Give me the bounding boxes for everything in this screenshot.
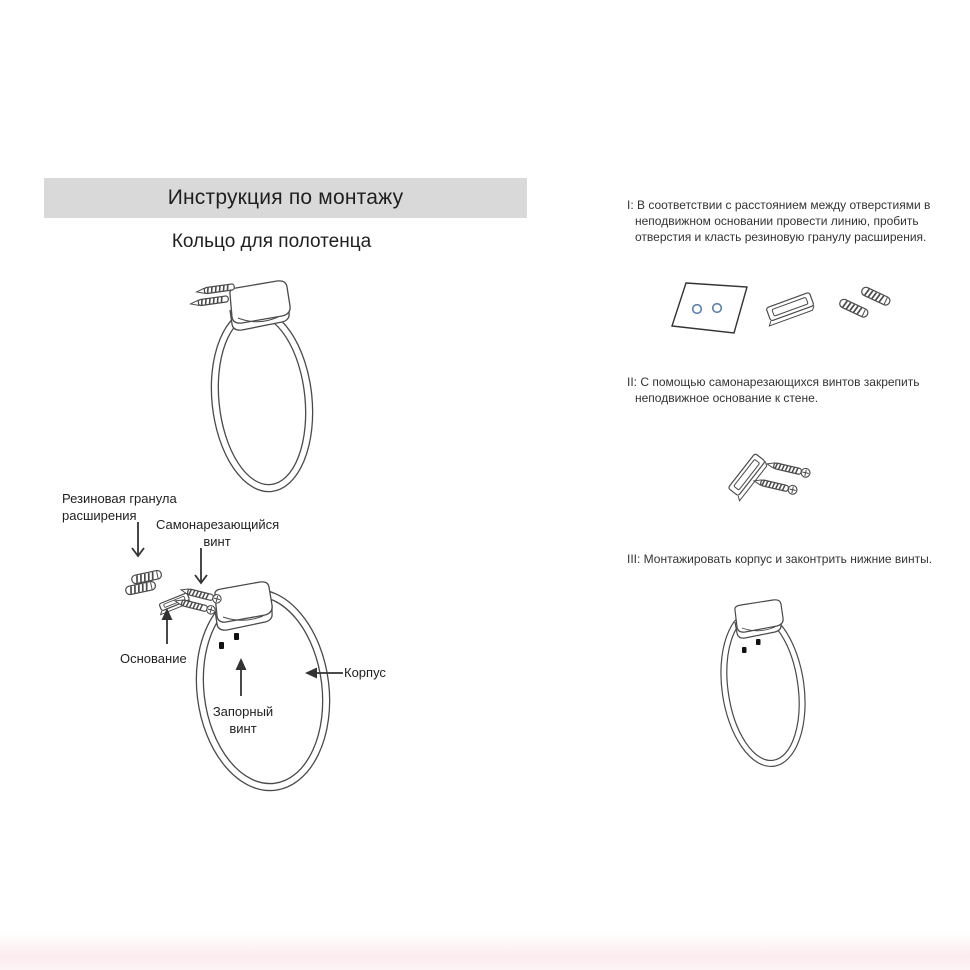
body-plate-shape <box>215 582 272 630</box>
anchors-shape <box>838 286 891 318</box>
drill-hole <box>713 304 722 313</box>
locking-screw-dot <box>219 642 224 649</box>
step-1-figure <box>658 278 943 342</box>
product-subtitle: Кольцо для полотенца <box>171 231 372 252</box>
screws-shape <box>190 284 234 307</box>
label-self-tapping-screw: Самонарезающийся винт <box>156 517 280 549</box>
step-3-figure <box>715 595 895 800</box>
page-bottom-tint <box>0 932 970 970</box>
step-2-text: II: С помощью самонарезающихся винтов закрепить неподвижное основание к стене. <box>627 375 920 405</box>
mount-plate-shape <box>230 281 290 330</box>
page-title: Инструкция по монтажу <box>44 178 527 218</box>
base-shape <box>726 453 768 501</box>
step-3-text: III: Монтажировать корпус и законтрить нижние винты. <box>627 552 933 566</box>
wall-plate-shape <box>672 283 747 333</box>
label-locking-screw: Запорный винт <box>212 704 274 736</box>
label-body: Корпус <box>344 665 386 680</box>
towel-ring-figure <box>178 262 413 497</box>
drill-hole <box>693 305 702 314</box>
base-shape <box>763 292 815 326</box>
locking-screw-dot <box>756 639 761 645</box>
step-1-text: I: В соответствии с расстоянием между отверстиями в неподвижном основании провести линию, пробить отверстия и класть резиновую гранулу расширения. <box>627 198 931 244</box>
locking-screw-dot <box>742 647 747 653</box>
label-base: Основание <box>120 651 187 666</box>
selftap-screws-shape <box>174 586 222 615</box>
locking-screw-dot <box>234 633 239 640</box>
anchors-shape <box>125 570 162 596</box>
label-expansion-plug: Резиновая гранула расширения <box>62 491 177 523</box>
body-plate-shape <box>735 600 783 638</box>
step-2-figure <box>700 440 870 515</box>
